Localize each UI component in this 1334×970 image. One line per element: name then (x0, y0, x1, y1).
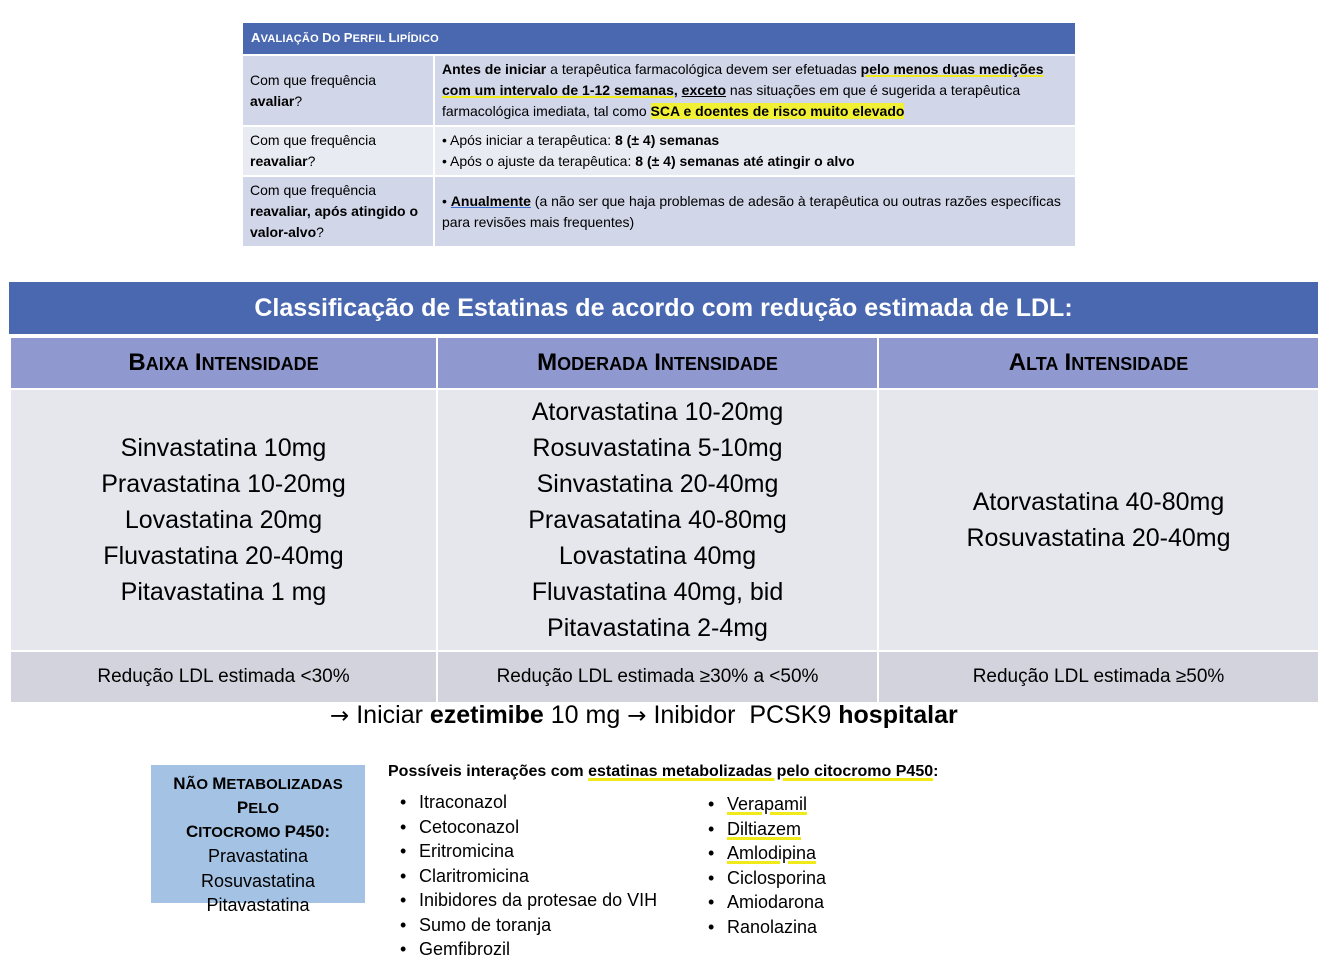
drug-list-low (10, 389, 437, 651)
list-item (391, 913, 657, 938)
column-header-moderate (437, 338, 878, 389)
list-item-text: Sumo de toranja (419, 914, 552, 935)
statin-classification-table (9, 338, 1320, 704)
step1-text: Iniciar (356, 701, 430, 729)
list-item: Pitavastatina (206, 895, 310, 915)
answer-bold-underlined: pelo menos duas medições com um intervalo de 1-12 semanas (442, 61, 1044, 98)
arrow-right-icon: → (330, 703, 350, 729)
drug-item: Pravasatatina 40-80mg (528, 506, 787, 534)
drug-item: Atorvastatina 40-80mg (972, 488, 1225, 516)
non-metabolized-box (151, 765, 365, 915)
column-header-text: ALTA INTENSIDADE (1008, 349, 1189, 376)
answer-bold: Antes de iniciar (442, 61, 547, 77)
column-header-text: BAIXA INTENSIDADE (128, 349, 319, 376)
bullet: • (442, 192, 451, 209)
question-cell (242, 55, 434, 126)
list-item-text: Ciclosporina (727, 867, 827, 888)
step2-setting: hospitalar (838, 701, 958, 729)
lipid-table-header-text: AVALIAÇÃO DO PERFIL LIPÍDICO (251, 30, 439, 45)
drug-item: Sinvastatina 20-40mg (536, 470, 779, 498)
question-cell (242, 126, 434, 176)
bullet: • (400, 914, 407, 935)
list-item-text: Itraconazol (419, 792, 508, 812)
bullet: • (400, 841, 407, 861)
list-item-text: Eritromicina (419, 841, 515, 861)
bullet: • (708, 892, 715, 912)
list-item (391, 888, 657, 913)
question-mark: ? (307, 153, 316, 169)
question-mark: ? (294, 92, 303, 109)
interactions-title (388, 763, 938, 781)
interactions-title-underlined: estatinas metabolizadas pelo citocromo P450 (588, 763, 934, 780)
answer-exception: exceto (681, 82, 727, 98)
question-text: Com que frequência (250, 71, 377, 88)
list-item-text: Inibidores da protesae do VIH (419, 890, 658, 910)
answer-cell (434, 55, 1076, 126)
question-cell (242, 176, 434, 247)
list-item (699, 817, 826, 842)
question-mark: ? (316, 224, 324, 240)
list-item: Rosuvastatina (200, 870, 316, 891)
list-item-text: Cetoconazol (419, 816, 520, 837)
list-item-text: Amlodipina (727, 843, 817, 863)
reduction-moderate: Redução LDL estimada ≥30% a <50% (437, 651, 878, 703)
step1-drug: ezetimibe (429, 701, 544, 729)
question-text: Com que frequência (250, 132, 377, 148)
column-header-low (10, 338, 437, 389)
list-item (391, 790, 657, 815)
list-item: Pravastatina (207, 846, 309, 866)
list-item (699, 890, 826, 915)
answer-text: • Após o ajuste da terapêutica: (442, 153, 636, 169)
column-header-text: MODERADA INTENSIDADE (537, 349, 778, 376)
question-bold: avaliar (250, 92, 295, 109)
table-row (242, 126, 1076, 176)
bullet: • (400, 816, 407, 837)
drug-item: Lovastatina 20mg (124, 506, 323, 534)
lipid-profile-table (241, 21, 1077, 248)
question-bold: reavaliar (250, 153, 308, 169)
column-header-high (878, 338, 1319, 389)
answer-text: nas situações em que é sugerida a terapêutica farmacológica imediata, tal como (442, 82, 1021, 119)
list-item (699, 841, 826, 866)
bullet: • (400, 939, 407, 959)
question-text: Com que frequência (250, 182, 377, 198)
list-item (391, 815, 657, 840)
table-row (242, 176, 1076, 247)
list-item (699, 866, 826, 891)
list-item (391, 864, 657, 889)
answer-cell (434, 126, 1076, 176)
answer-bold: Anualmente (450, 192, 531, 209)
non-metabolized-title: NÃO METABOLIZADAS PELO CITOCROMO P450: (173, 774, 343, 841)
bullet: • (400, 890, 407, 910)
drug-item: Lovastatina 40mg (558, 542, 757, 570)
drug-item: Fluvastatina 20-40mg (103, 542, 344, 570)
bullet: • (708, 843, 715, 863)
drug-list-moderate (437, 389, 878, 651)
drug-item: Fluvastatina 40mg, bid (531, 578, 784, 606)
interactions-title-text: Possíveis interações com (388, 763, 589, 780)
table-row (242, 55, 1076, 126)
list-item-text: Verapamil (727, 794, 808, 814)
drug-item: Atorvastatina 10-20mg (531, 398, 784, 426)
bullet: • (708, 794, 715, 814)
list-item (699, 915, 826, 940)
interactions-list-a (391, 790, 657, 962)
answer-highlight: SCA e doentes de risco muito elevado (650, 103, 905, 119)
list-item (699, 792, 826, 817)
drug-item: Pravastatina 10-20mg (101, 470, 346, 498)
drug-item: Pitavastatina 1 mg (120, 578, 327, 606)
bullet: • (708, 867, 715, 888)
escalation-line (330, 701, 1030, 730)
lipid-table-header (242, 22, 1076, 55)
question-bold: reavaliar, após atingido o valor-alvo (250, 203, 419, 240)
bullet: • (400, 865, 407, 886)
drug-item: Rosuvastatina 5-10mg (532, 434, 783, 462)
list-item-text: Amiodarona (727, 892, 825, 912)
bullet: • (708, 916, 715, 937)
arrow-right-icon: → (627, 703, 647, 729)
interactions-list-b (699, 792, 826, 939)
reduction-high: Redução LDL estimada ≥50% (878, 651, 1319, 703)
list-item-text: Diltiazem (727, 818, 802, 839)
drug-list-high (878, 389, 1319, 651)
step1-dose: 10 mg (543, 701, 621, 729)
bullet: • (400, 792, 407, 812)
list-item (391, 937, 657, 962)
list-item-text: Claritromicina (419, 865, 530, 886)
bullet: • (708, 818, 715, 839)
drug-item: Rosuvastatina 20-40mg (966, 524, 1231, 552)
answer-bold: 8 (± 4) semanas (615, 132, 720, 148)
drug-item: Sinvastatina 10mg (120, 434, 327, 462)
step2-text: Inibidor PCSK9 (653, 701, 839, 729)
interactions-title-colon: : (933, 763, 939, 780)
answer-text: (a não ser que haja problemas de adesão à terapêutica ou outras razões específicas para revisões mais frequentes) (442, 192, 1061, 230)
list-item-text: Gemfibrozil (419, 939, 511, 959)
answer-text: • Após iniciar a terapêutica: (442, 132, 615, 148)
reduction-low: Redução LDL estimada <30% (10, 651, 437, 703)
list-item-text: Ranolazina (727, 916, 818, 937)
list-item (391, 839, 657, 864)
drug-item: Pitavastatina 2-4mg (547, 614, 768, 642)
answer-cell (434, 176, 1076, 247)
statin-table-title: Classificação de Estatinas de acordo com redução estimada de LDL: (9, 282, 1318, 334)
answer-comma: , (673, 82, 682, 98)
answer-bold: 8 (± 4) semanas até atingir o alvo (635, 153, 855, 169)
answer-text: a terapêutica farmacológica devem ser efetuadas (546, 61, 861, 77)
